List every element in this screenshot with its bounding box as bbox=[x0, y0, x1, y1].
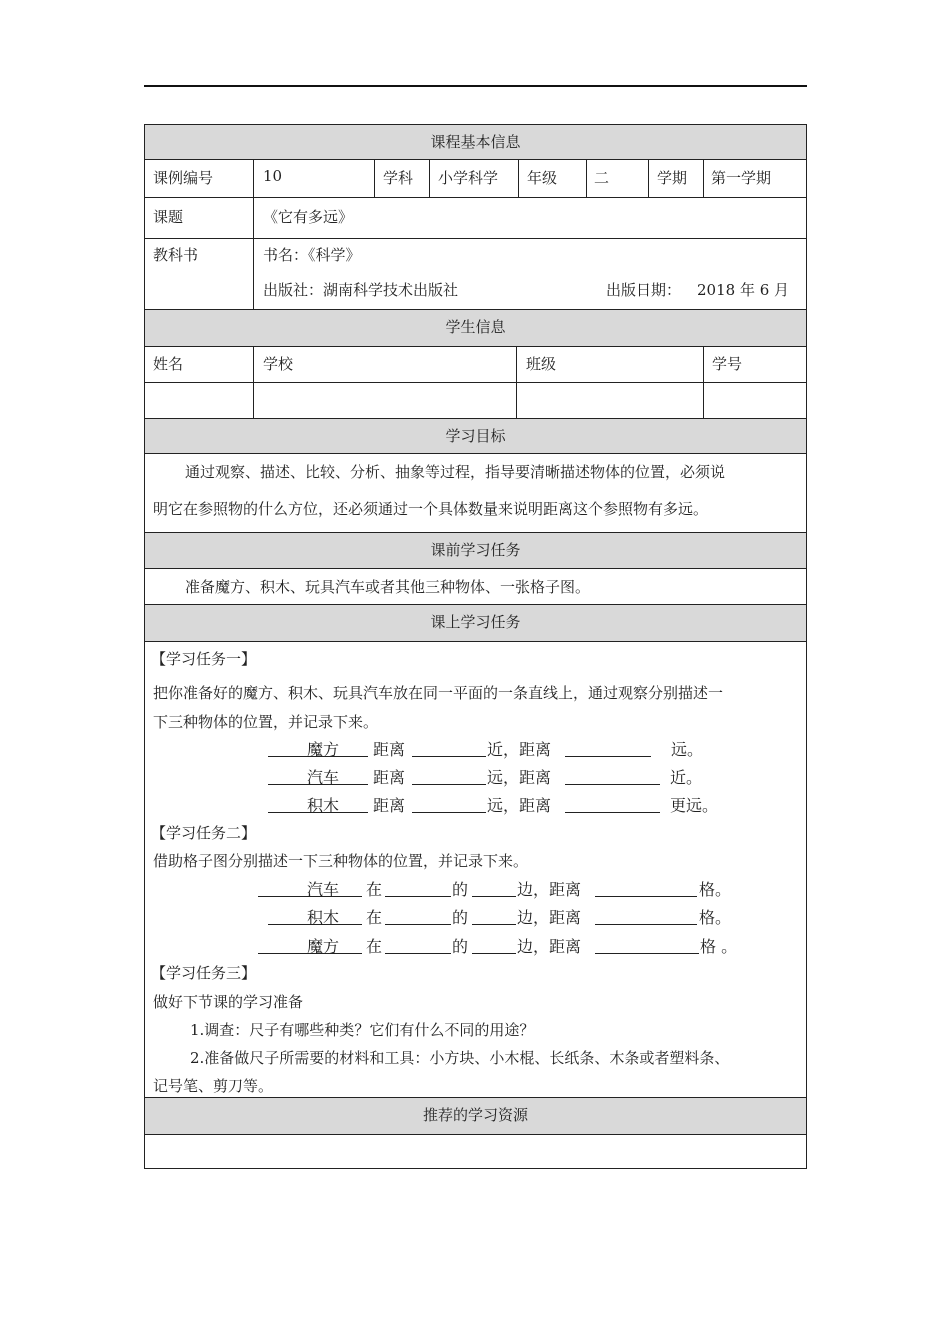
pre-task-header: 课前学习任务 bbox=[430, 541, 521, 559]
task2-row2-obj: 积木 bbox=[307, 908, 340, 927]
student-id-input[interactable] bbox=[704, 383, 806, 418]
task2-row2-blank-a[interactable] bbox=[385, 924, 451, 925]
task1-line-1: 把你准备好的魔方、积木、玩具汽车放在同一平面的一条直线上，通过观察分别描述一 bbox=[153, 684, 724, 702]
task1-row2-blank-b[interactable] bbox=[565, 784, 660, 785]
objective-line-1: 通过观察、描述、比较、分析、抽象等过程，指导要清晰描述物体的位置，必须说 bbox=[185, 463, 726, 481]
subject-value: 小学科学 bbox=[438, 169, 499, 187]
term-value: 第一学期 bbox=[711, 169, 772, 187]
task2-row3-blank-b[interactable] bbox=[472, 953, 516, 954]
student-id-label: 学号 bbox=[712, 355, 743, 373]
task1-row1-blank-b[interactable] bbox=[565, 756, 651, 757]
book-name: 书名：《科学》 bbox=[263, 246, 361, 264]
task2-row3-w1: 在 bbox=[366, 937, 383, 956]
task2-row1-obj: 汽车 bbox=[307, 880, 340, 899]
task3-item-2: 2.准备做尺子所需要的材料和工具：小方块、小木棍、长纸条、木条或者塑料条、 bbox=[190, 1049, 730, 1067]
student-name-label: 姓名 bbox=[153, 355, 184, 373]
task2-row3-end: 格 。 bbox=[700, 937, 738, 956]
objective-line-2: 明它在参照物的什么方位，还必须通过一个具体数量来说明距离这个参照物有多远。 bbox=[153, 500, 709, 518]
task2-row1-end: 格。 bbox=[699, 880, 732, 899]
student-school-label: 学校 bbox=[263, 355, 294, 373]
task3-item-2-cont: 记号笔、剪刀等。 bbox=[153, 1077, 274, 1095]
subject-label: 学科 bbox=[383, 169, 414, 187]
task3-line-1: 做好下节课的学习准备 bbox=[153, 993, 304, 1011]
case-no-value: 10 bbox=[263, 167, 283, 185]
task1-title: 【学习任务一】 bbox=[151, 650, 257, 668]
task1-row2-w1: 距离 bbox=[373, 768, 406, 787]
student-school-input[interactable] bbox=[254, 383, 516, 418]
task1-row3-obj: 积木 bbox=[307, 796, 340, 815]
task1-row3-blank-b[interactable] bbox=[565, 812, 660, 813]
term-label: 学期 bbox=[657, 169, 688, 187]
student-info-header: 学生信息 bbox=[445, 318, 506, 336]
task1-row1-w1: 距离 bbox=[373, 740, 406, 759]
task2-row1-w2: 的 bbox=[452, 880, 469, 899]
topic-value: 《它有多远》 bbox=[263, 208, 354, 226]
task2-row1-w3: 边，距离 bbox=[517, 880, 582, 899]
task2-row3-obj: 魔方 bbox=[307, 937, 340, 956]
task2-title: 【学习任务二】 bbox=[151, 824, 257, 842]
task1-row1-end: 远。 bbox=[671, 740, 704, 759]
grade-label: 年级 bbox=[527, 169, 558, 187]
resources-header: 推荐的学习资源 bbox=[422, 1106, 528, 1124]
task2-line-1: 借助格子图分别描述一下三种物体的位置，并记录下来。 bbox=[153, 852, 529, 870]
task3-item-1: 1.调查：尺子有哪些种类？它们有什么不同的用途？ bbox=[190, 1021, 535, 1039]
task2-row3-blank-c[interactable] bbox=[595, 953, 699, 954]
task1-row1-blank-a[interactable] bbox=[412, 756, 486, 757]
student-class-label: 班级 bbox=[526, 355, 557, 373]
task1-row3-blank-a[interactable] bbox=[412, 812, 486, 813]
task2-row3-blank-a[interactable] bbox=[385, 953, 451, 954]
task2-row2-w3: 边，距离 bbox=[517, 908, 582, 927]
task1-row3-w1: 距离 bbox=[373, 796, 406, 815]
case-no-label: 课例编号 bbox=[153, 169, 214, 187]
resources-content[interactable] bbox=[145, 1135, 806, 1168]
task2-row2-w1: 在 bbox=[366, 908, 383, 927]
task2-row2-blank-c[interactable] bbox=[595, 924, 697, 925]
task2-row2-blank-b[interactable] bbox=[472, 924, 516, 925]
student-name-input[interactable] bbox=[145, 383, 253, 418]
task1-row3-end: 更远。 bbox=[670, 796, 719, 815]
task1-row1-w2: 近，距离 bbox=[487, 740, 552, 759]
task2-row1-blank-a[interactable] bbox=[385, 896, 451, 897]
task2-row3-w2: 的 bbox=[452, 937, 469, 956]
pre-task-text: 准备魔方、积木、玩具汽车或者其他三种物体、一张格子图。 bbox=[185, 578, 591, 596]
task2-row1-blank-c[interactable] bbox=[595, 896, 697, 897]
task1-row2-obj: 汽车 bbox=[307, 768, 340, 787]
objective-header: 学习目标 bbox=[445, 427, 506, 445]
task1-row2-blank-a[interactable] bbox=[412, 784, 486, 785]
task2-row1-blank-b[interactable] bbox=[472, 896, 516, 897]
course-info-header: 课程基本信息 bbox=[430, 133, 521, 151]
task2-row1-w1: 在 bbox=[366, 880, 383, 899]
task1-line-2: 下三种物体的位置，并记录下来。 bbox=[153, 713, 379, 731]
grade-value: 二 bbox=[594, 169, 610, 187]
in-class-header: 课上学习任务 bbox=[430, 613, 521, 631]
task1-row3-w2: 远，距离 bbox=[487, 796, 552, 815]
task2-row2-end: 格。 bbox=[699, 908, 732, 927]
task1-row2-w2: 远，距离 bbox=[487, 768, 552, 787]
topic-label: 课题 bbox=[153, 208, 184, 226]
task3-title: 【学习任务三】 bbox=[151, 964, 257, 982]
textbook-label: 教科书 bbox=[153, 246, 199, 264]
task2-row3-w3: 边，距离 bbox=[517, 937, 582, 956]
header-rule bbox=[144, 85, 807, 87]
pub-date-value: 2018 年 6 月 bbox=[697, 281, 790, 299]
pub-date-label: 出版日期： bbox=[606, 281, 682, 299]
task1-row2-end: 近。 bbox=[670, 768, 703, 787]
task1-row1-obj: 魔方 bbox=[307, 740, 340, 759]
publisher: 出版社：湖南科学技术出版社 bbox=[263, 281, 459, 299]
student-class-input[interactable] bbox=[517, 383, 703, 418]
task2-row2-w2: 的 bbox=[452, 908, 469, 927]
